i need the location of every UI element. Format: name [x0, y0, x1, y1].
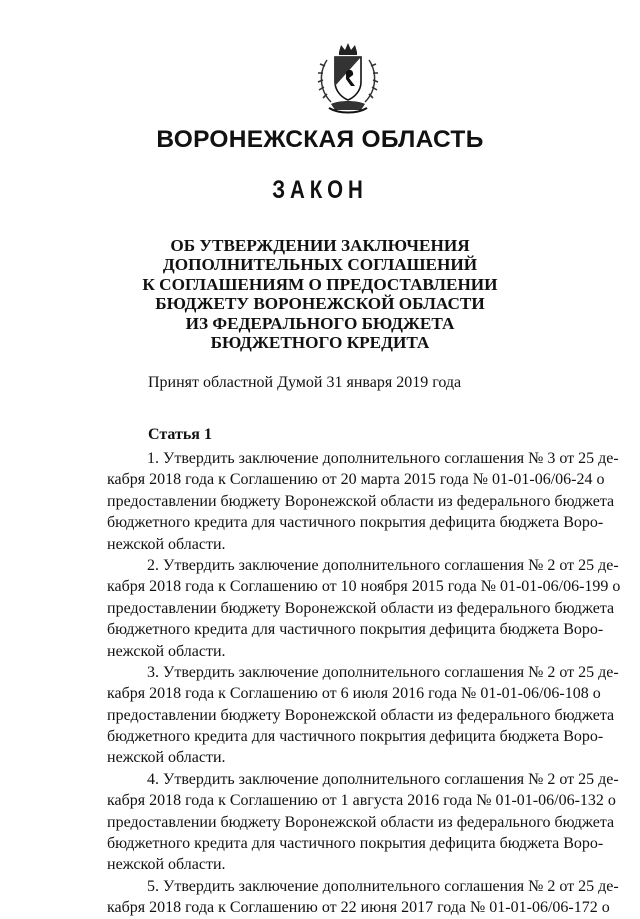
- subject-line: ИЗ ФЕДЕРАЛЬНОГО БЮДЖЕТА: [185, 313, 455, 333]
- text-line: нежской области.: [107, 749, 226, 767]
- text-line: кабря 2018 года к Соглашению от 20 марта 2015 года № 01-01-06/06-24 о: [107, 471, 605, 489]
- text-line: предоставлении бюджету Воронежской области из федерального бюджета: [107, 813, 615, 831]
- text-line: кабря 2018 года к Соглашению от 10 ноября 2015 года № 01-01-06/06-199 о: [107, 578, 621, 596]
- adoption-note: Принят областной Думой 31 января 2019 года: [148, 374, 462, 391]
- text-line: бюджетного кредита для частичного покрытия дефицита бюджета Воро-: [107, 728, 604, 746]
- article-body: [107, 448, 621, 919]
- text-line: 2. Утвердить заключение дополнительного соглашения № 2 от 25 де-: [147, 556, 619, 574]
- coat-of-arms-icon: [305, 42, 391, 118]
- subject-line: БЮДЖЕТНОГО КРЕДИТА: [210, 333, 430, 353]
- text-line: нежской области.: [107, 642, 226, 660]
- text-line: предоставлении бюджету Воронежской области из федерального бюджета: [107, 599, 615, 617]
- text-line: 5. Утвердить заключение дополнительного соглашения № 2 от 25 де-: [147, 877, 619, 895]
- text-line: предоставлении бюджету Воронежской области из федерального бюджета: [107, 706, 615, 724]
- text-line: кабря 2018 года к Соглашению от 22 июня 2017 года № 01-01-06/06-172 о: [107, 899, 610, 917]
- subject-line: БЮДЖЕТУ ВОРОНЕЖСКОЙ ОБЛАСТИ: [155, 294, 485, 314]
- subject-line: ОБ УТВЕРЖДЕНИИ ЗАКЛЮЧЕНИЯ: [170, 236, 470, 255]
- text-line: предоставлении бюджету Воронежской области из федерального бюджета: [107, 492, 615, 510]
- text-line: нежской области.: [107, 535, 226, 553]
- subject-line: ДОПОЛНИТЕЛЬНЫХ СОГЛАШЕНИЙ: [162, 255, 478, 275]
- text-line: 1. Утвердить заключение дополнительного соглашения № 3 от 25 де-: [147, 450, 619, 467]
- document-type: ЗАКОН: [272, 176, 368, 204]
- text-line: бюджетного кредита для частичного покрытия дефицита бюджета Воро-: [107, 621, 604, 639]
- text-line: бюджетного кредита для частичного покрытия дефицита бюджета Воро-: [107, 514, 604, 532]
- law-subject: [0, 236, 640, 352]
- article-title: Статья 1: [148, 426, 212, 443]
- text-line: кабря 2018 года к Соглашению от 6 июля 2016 года № 01-01-06/06-108 о: [107, 685, 601, 703]
- region-title: ВОРОНЕЖСКАЯ ОБЛАСТЬ: [156, 126, 484, 153]
- text-line: бюджетного кредита для частичного покрытия дефицита бюджета Воро-: [107, 835, 604, 853]
- text-line: кабря 2018 года к Соглашению от 1 августа 2016 года № 01-01-06/06-132 о: [107, 792, 616, 810]
- text-line: 3. Утвердить заключение дополнительного соглашения № 2 от 25 де-: [147, 663, 619, 681]
- text-line: нежской области.: [107, 856, 226, 874]
- text-line: 4. Утвердить заключение дополнительного соглашения № 2 от 25 де-: [147, 770, 619, 788]
- subject-line: К СОГЛАШЕНИЯМ О ПРЕДОСТАВЛЕНИИ: [142, 274, 498, 294]
